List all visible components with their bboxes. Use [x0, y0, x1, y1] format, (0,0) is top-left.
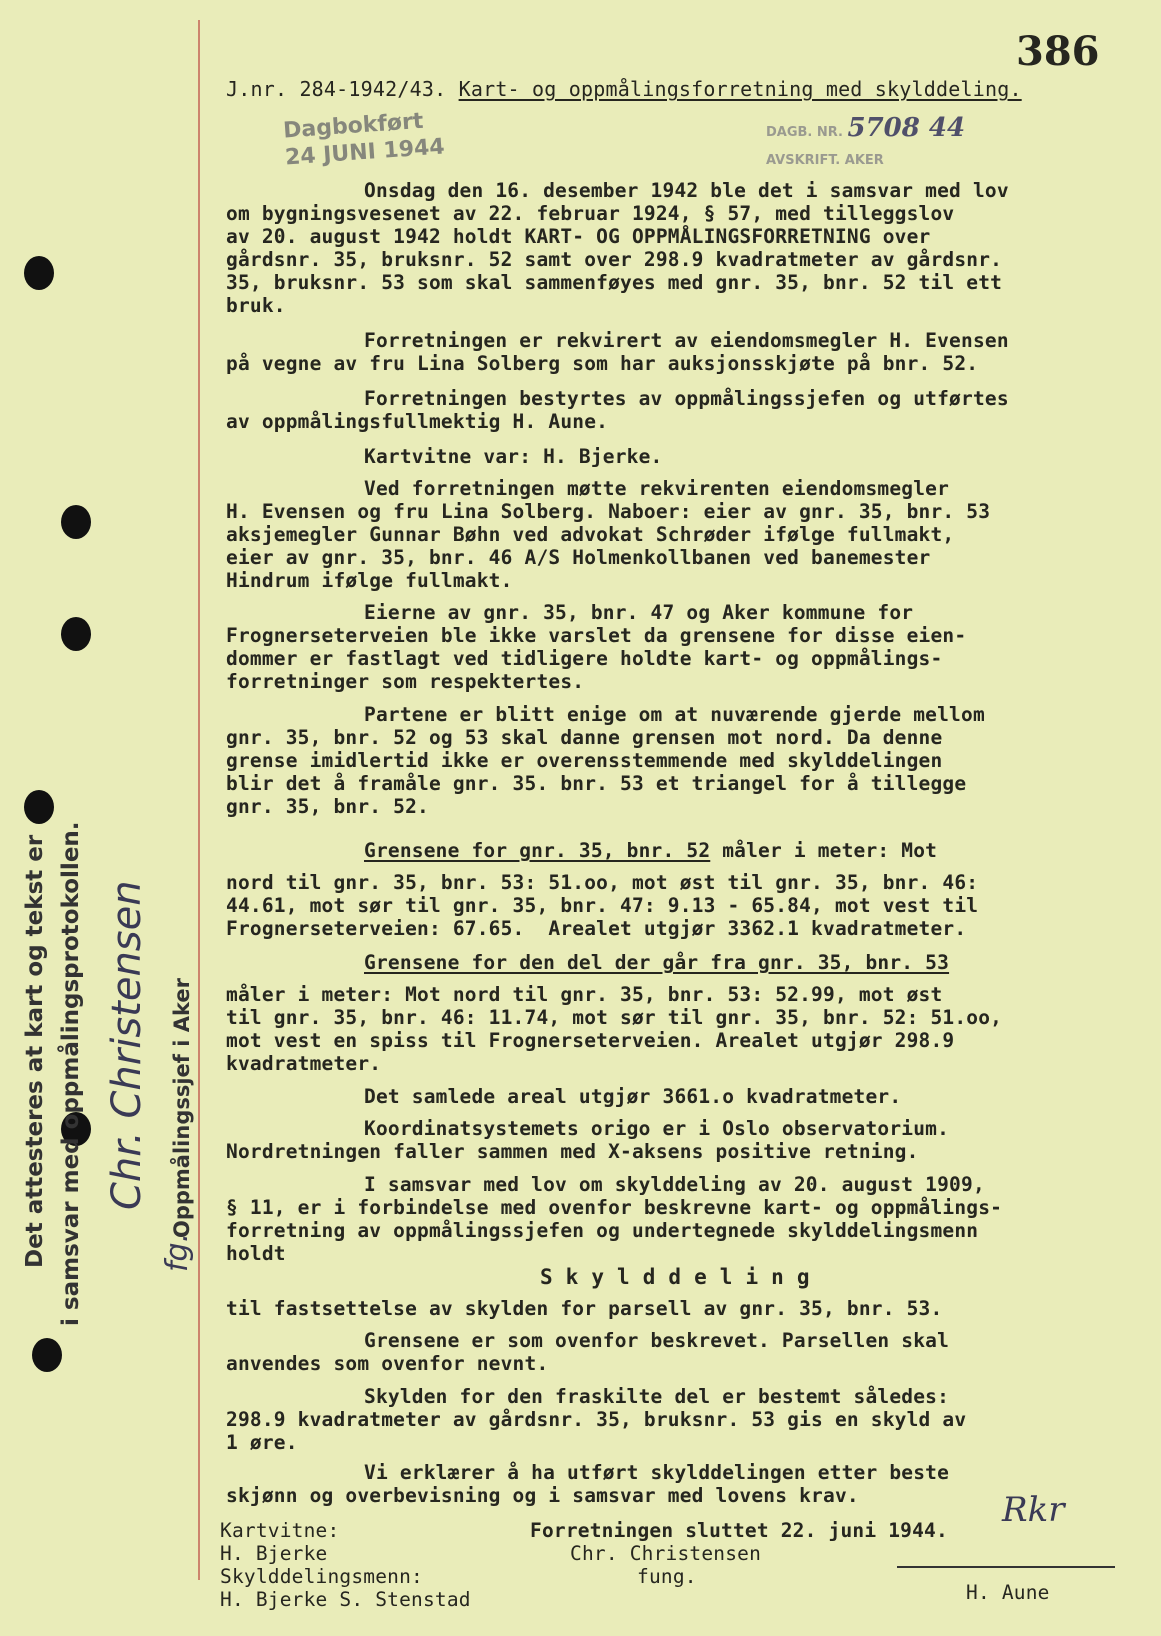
boundary-heading	[364, 952, 949, 974]
signer-title: fung.	[637, 1565, 697, 1588]
text-line: mot vest en spiss til Frognerseterveien. Arealet utgjør 298.9	[226, 1029, 955, 1052]
text-line: til fastsettelse av skylden for parsell av gnr. 35, bnr. 53.	[226, 1297, 943, 1320]
boundary-heading	[364, 840, 937, 862]
text-line: gnr. 35, bnr. 52 og 53 skal danne grensen mot nord. Da denne	[226, 726, 943, 749]
text-line: gårdsnr. 35, bruksnr. 52 samt over 298.9 kvadratmeter av gårdsnr.	[226, 248, 1003, 271]
text-line: på vegne av fru Lina Solberg som har auksjonsskjøte på bnr. 52.	[226, 352, 979, 375]
margin-title: Oppmålingssjef i Aker	[170, 978, 194, 1238]
kartvitne-name: H. Bjerke	[220, 1542, 328, 1565]
skylddelingsmenn-names: H. Bjerke S. Stenstad	[220, 1588, 471, 1611]
text-line: Forretningen bestyrtes av oppmålingssjefen og utførtes	[364, 387, 1009, 410]
margin-attest-line2: i samsvar med oppmålingsprotokollen.	[58, 821, 84, 1326]
text-line: Vi erklærer å ha utført skylddelingen etter beste	[364, 1461, 950, 1484]
text-line: forretninger som respektertes.	[226, 670, 585, 693]
text-line: Eierne av gnr. 35, bnr. 47 og Aker kommune for	[364, 601, 914, 624]
initials-signature: Rkr	[1002, 1490, 1065, 1530]
page-number: 386	[1016, 28, 1100, 75]
signer-name: Chr. Christensen	[570, 1542, 762, 1565]
aune-name: H. Aune	[966, 1581, 1050, 1604]
text-line: I samsvar med lov om skylddeling av 20. august 1909,	[364, 1173, 985, 1196]
text-line: aksjemegler Gunnar Bøhn ved advokat Schrøder ifølge fullmakt,	[226, 523, 955, 546]
margin-fung: fg.	[160, 1232, 195, 1272]
margin-attest-line1: Det attesteres at kart og tekst er	[22, 834, 48, 1268]
closing-line: Forretningen sluttet 22. juni 1944.	[530, 1519, 948, 1542]
text-line: kvadratmeter.	[226, 1052, 382, 1075]
text-line: Onsdag den 16. desember 1942 ble det i samsvar med lov	[364, 179, 1009, 202]
punch-hole	[61, 617, 91, 651]
dagbokfort-date: 24 JUNI 1944	[284, 134, 446, 171]
boundary-heading-underlined: Grensene for gnr. 35, bnr. 52	[364, 839, 711, 862]
text-line: Frognerseterveien: 67.65. Arealet utgjør 3362.1 kvadratmeter.	[226, 917, 967, 940]
dagb-label: DAGB. NR.	[766, 125, 843, 140]
text-line: Nordretningen faller sammen med X-aksens positive retning.	[226, 1140, 919, 1163]
margin-signature: Chr. Christensen	[104, 880, 150, 1210]
boundary-heading-rest: måler i meter: Mot	[710, 839, 938, 862]
text-line: holdt	[226, 1242, 286, 1265]
text-line: 44.61, mot sør til gnr. 35, bnr. 47: 9.13 - 65.84, mot vest til	[226, 894, 979, 917]
text-line: nord til gnr. 35, bnr. 53: 51.oo, mot øst til gnr. 35, bnr. 46:	[226, 871, 979, 894]
text-line: Partene er blitt enige om at nuværende gjerde mellom	[364, 703, 985, 726]
section-title: S k y l d d e l i n g	[540, 1265, 810, 1289]
text-line: eier av gnr. 35, bnr. 46 A/S Holmenkollbanen ved banemester	[226, 546, 931, 569]
dagbokfort-stamp	[282, 106, 445, 171]
text-line: Det samlede areal utgjør 3661.o kvadratmeter.	[364, 1085, 902, 1108]
text-line: Frognerseterveien ble ikke varslet da grensene for disse eien-	[226, 624, 967, 647]
text-line: Skylden for den fraskilte del er bestemt således:	[364, 1385, 950, 1408]
text-line: grense imidlertid ikke er overensstemmende med skylddelingen	[226, 749, 943, 772]
text-line: bruk.	[226, 294, 286, 317]
boundary-heading-underlined: Grensene for den del der går fra gnr. 35, bnr. 53	[364, 951, 950, 974]
skylddelingsmenn-label: Skylddelingsmenn:	[220, 1565, 423, 1588]
dagb-number: 5708 44	[847, 113, 966, 143]
text-line: 35, bruksnr. 53 som skal sammenføyes med gnr. 35, bnr. 52 til ett	[226, 271, 1003, 294]
text-line: § 11, er i forbindelse med ovenfor beskrevne kart- og oppmålings-	[226, 1196, 1003, 1219]
kartvitne-label: Kartvitne:	[220, 1519, 340, 1542]
document-title: Kart- og oppmålingsforretning med skylddeling.	[458, 77, 1022, 101]
text-line: skjønn og overbevisning og i samsvar med lovens krav.	[226, 1484, 859, 1507]
text-line: om bygningsvesenet av 22. februar 1924, § 57, med tilleggslov	[226, 202, 955, 225]
text-line: forretning av oppmålingssjefen og undertegnede skylddelingsmenn	[226, 1219, 979, 1242]
header-line	[226, 78, 1022, 100]
text-line: blir det å framåle gnr. 35. bnr. 53 et triangel for å tillegge	[226, 772, 967, 795]
punch-hole	[24, 790, 54, 824]
dagbokfort-label: Dagbokført	[282, 108, 425, 144]
journal-number: J.nr. 284-1942/43.	[226, 77, 447, 101]
text-line: av oppmålingsfullmektig H. Aune.	[226, 410, 609, 433]
text-line: Forretningen er rekvirert av eiendomsmegler H. Evensen	[364, 329, 1009, 352]
signature-line	[897, 1566, 1115, 1568]
text-line: Ved forretningen møtte rekvirenten eiendomsmegler	[364, 477, 950, 500]
text-line: Grensene er som ovenfor beskrevet. Parsellen skal	[364, 1329, 950, 1352]
text-line: til gnr. 35, bnr. 46: 11.74, mot sør til gnr. 35, bnr. 52: 51.oo,	[226, 1006, 1003, 1029]
text-line: dommer er fastlagt ved tidligere holdte kart- og oppmålings-	[226, 647, 943, 670]
text-line: H. Evensen og fru Lina Solberg. Naboer: eier av gnr. 35, bnr. 53	[226, 500, 991, 523]
avskrift-stamp	[766, 114, 965, 175]
text-line: 298.9 kvadratmeter av gårdsnr. 35, bruksnr. 53 gis en skyld av	[226, 1408, 967, 1431]
punch-hole	[32, 1338, 62, 1372]
punch-hole	[61, 505, 91, 539]
avskrift-label: AVSKRIFT. AKER	[766, 153, 884, 168]
text-line: av 20. august 1942 holdt KART- OG OPPMÅLINGSFORRETNING over	[226, 225, 931, 248]
text-line: Hindrum ifølge fullmakt.	[226, 569, 513, 592]
text-line: Kartvitne var: H. Bjerke.	[364, 445, 663, 468]
text-line: Koordinatsystemets origo er i Oslo observatorium.	[364, 1117, 950, 1140]
text-line: anvendes som ovenfor nevnt.	[226, 1352, 549, 1375]
punch-hole	[24, 256, 54, 290]
text-line: gnr. 35, bnr. 52.	[226, 795, 429, 818]
text-line: måler i meter: Mot nord til gnr. 35, bnr. 53: 52.99, mot øst	[226, 983, 943, 1006]
margin-rule	[198, 20, 200, 1580]
text-line: 1 øre.	[226, 1431, 298, 1454]
